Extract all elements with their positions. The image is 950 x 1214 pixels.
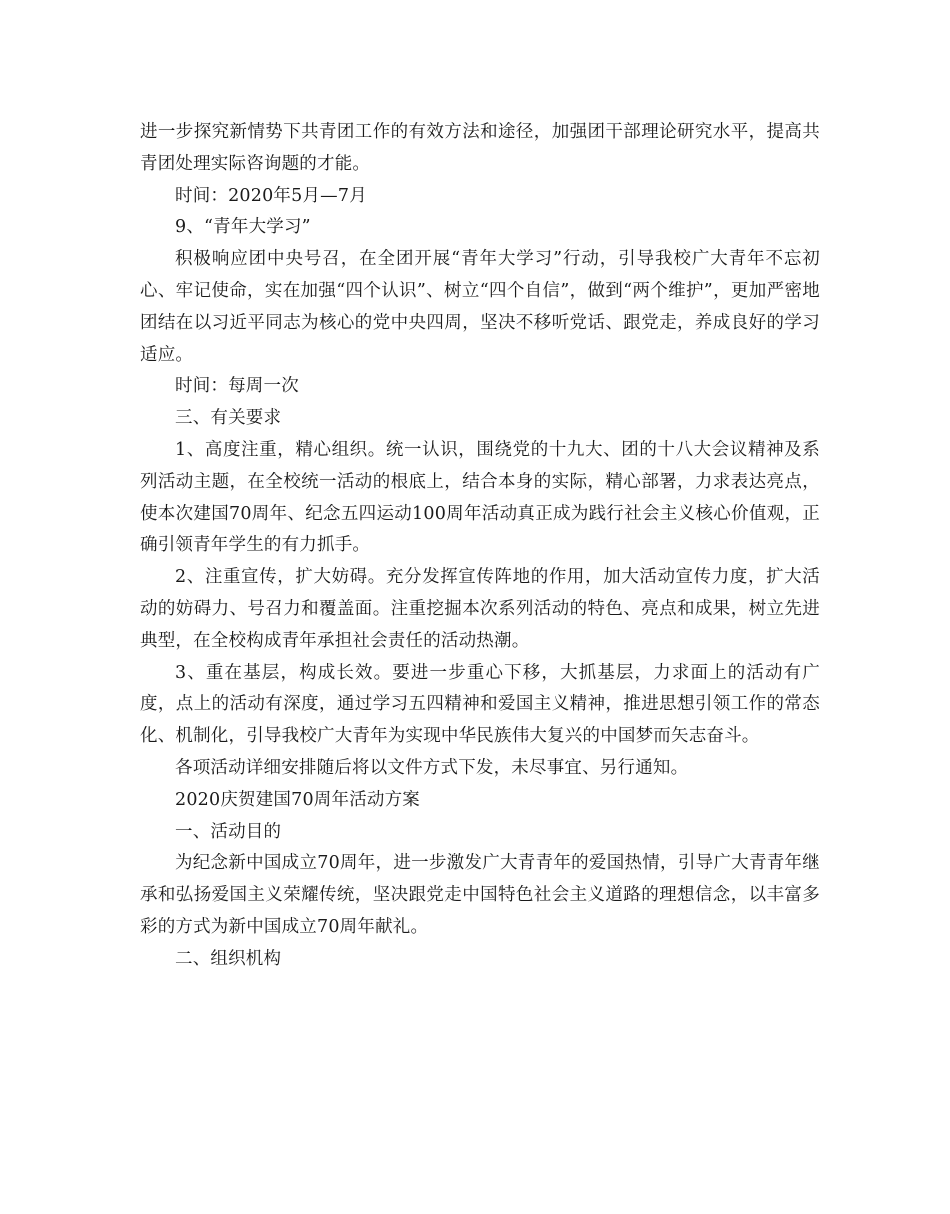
item-heading-9: 9、“青年大学习” — [175, 217, 311, 238]
requirement-1: 1、高度注重，精心组织。统一认识，围绕党的十九大、团的十八大会议精神及系列活动主题，在全校统一活动的根底上，结合本身的实际，精心部署，力求表达亮点，使本次建国70周年、纪念五四运动100周年活动真正成为践行社会主义核心价值观，正确引领青年学生的有力抓手。 — [140, 439, 820, 556]
time-line-1: 时间：2020年5月—7月 — [175, 185, 367, 206]
closing-note: 各项活动详细安排随后将以文件方式下发，未尽事宜、另行通知。 — [175, 757, 689, 778]
time-line-2: 时间：每周一次 — [175, 376, 299, 397]
document-page — [140, 117, 820, 976]
requirement-2: 2、注重宣传，扩大妨碍。充分发挥宣传阵地的作用，加大活动宣传力度，扩大活动的妨碍力、号召力和覆盖面。注重挖掘本次系列活动的特色、亮点和成果，树立先进典型，在全校构成青年承担社会责任的活动热潮。 — [140, 567, 820, 651]
paragraph-continuation: 进一步探究新情势下共青团工作的有效方法和途径，加强团干部理论研究水平，提高共青团处理实际咨询题的才能。 — [140, 122, 820, 174]
requirement-3: 3、重在基层，构成长效。要进一步重心下移，大抓基层，力求面上的活动有广度，点上的活动有深度，通过学习五四精神和爱国主义精神，推进思想引领工作的常态化、机制化，引导我校广大青年为实现中华民族伟大复兴的中国梦而矢志奋斗。 — [140, 662, 820, 747]
paragraph-purpose: 为纪念新中国成立70周年，进一步激发广大青青年的爱国热情，引导广大青青年继承和弘扬爱国主义荣耀传统，坚决跟党走中国特色社会主义道路的理想信念，以丰富多彩的方式为新中国成立70周年献礼。 — [140, 853, 820, 937]
section-heading-organization: 二、组织机构 — [175, 948, 282, 969]
section-heading-requirements: 三、有关要求 — [175, 408, 282, 429]
plan-title: 2020庆贺建国70周年活动方案 — [175, 789, 421, 810]
paragraph-youth-study: 积极响应团中央号召，在全团开展“青年大学习”行动，引导我校广大青年不忘初心、牢记使命，实在加强“四个认识”、树立“四个自信”，做到“两个维护”，更加严密地团结在以习近平同志为核心的党中央四周，坚决不移听党话、跟党走，养成良好的学习适应。 — [140, 249, 820, 365]
section-heading-purpose: 一、活动目的 — [175, 821, 282, 842]
